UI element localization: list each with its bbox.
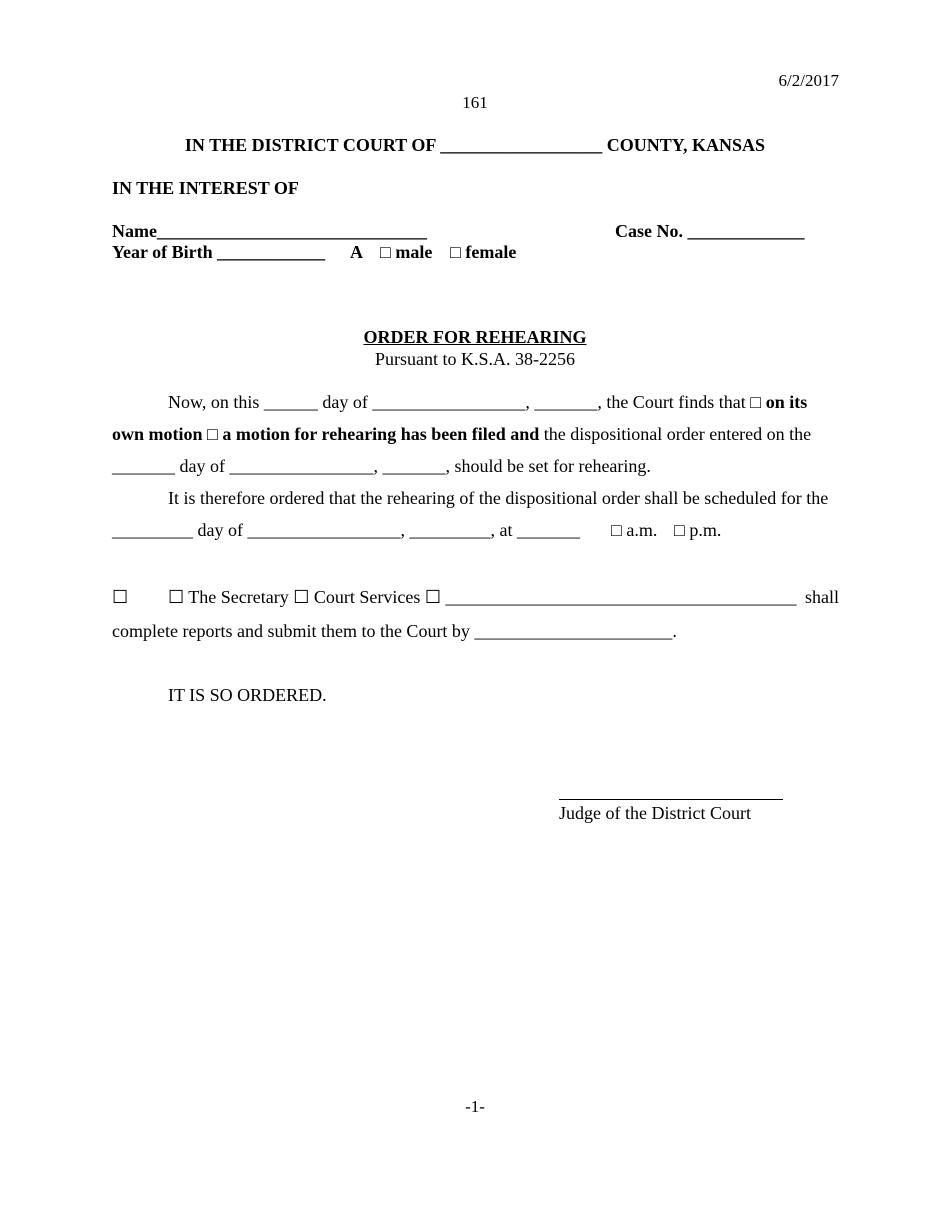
paragraph2-line1: It is therefore ordered that the rehearing of the dispositional order shall be scheduled for the [168, 488, 829, 508]
paragraph1-line2 [112, 424, 811, 445]
reports-shall: shall [805, 587, 839, 607]
signature-line [559, 799, 783, 800]
so-ordered: IT IS SO ORDERED. [168, 685, 327, 705]
document-date: 6/2/2017 [778, 71, 839, 90]
case-number-field: Case No. _____________ [615, 221, 805, 241]
signature-label: Judge of the District Court [559, 803, 751, 823]
paragraph1-line1 [168, 392, 807, 413]
female-checkbox: □ female [450, 242, 517, 262]
court-caption: IN THE DISTRICT COURT OF __________________ COUNTY, KANSAS [184, 135, 766, 155]
am-checkbox: □ a.m. [611, 520, 658, 540]
order-title: ORDER FOR REHEARING [363, 327, 587, 347]
year-of-birth-field: Year of Birth ____________ [112, 242, 326, 262]
form-number: 161 [462, 93, 488, 112]
reports-checkbox: ☐ [112, 587, 129, 607]
p1-line1-text: Now, on this ______ day of _________________, _______, the Court finds that □ [168, 392, 762, 412]
male-checkbox: □ male [380, 242, 433, 262]
p1-line1-bold: on its [765, 392, 808, 412]
page-number: -1- [465, 1097, 485, 1116]
pm-checkbox: □ p.m. [674, 520, 722, 540]
in-the-interest-of: IN THE INTEREST OF [112, 178, 299, 198]
paragraph2-line2: _________ day of _________________, _________, at _______ [112, 520, 580, 540]
p1-line2-text: the dispositional order entered on the [543, 424, 812, 444]
name-field: Name______________________________ [112, 221, 427, 241]
reports-line1: ☐ The Secretary ☐ Court Services ☐ _______________________________________ [168, 587, 797, 607]
reports-line2: complete reports and submit them to the Court by ______________________. [112, 621, 677, 641]
p1-line2-bold: own motion □ a motion for rehearing has been filed and [112, 424, 540, 444]
paragraph1-line3: _______ day of ________________, _______, should be set for rehearing. [112, 456, 651, 476]
sex-a-label: A [350, 242, 363, 262]
statute-reference: Pursuant to K.S.A. 38-2256 [374, 349, 575, 369]
